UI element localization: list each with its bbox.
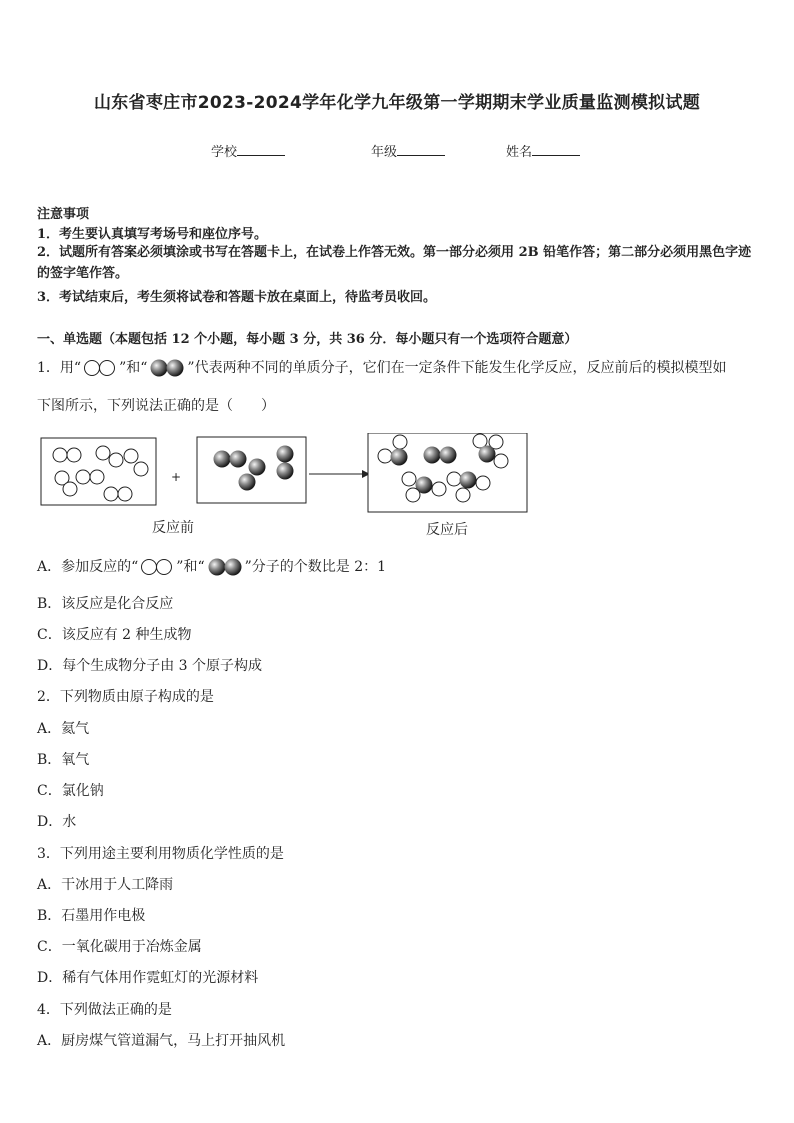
- q3-option-b[interactable]: B．石墨用作电极: [37, 908, 146, 924]
- caption-before: 反应前: [152, 520, 194, 536]
- white-molecule-icon: [140, 558, 174, 576]
- q3-option-a[interactable]: A．干冰用于人工降雨: [37, 877, 174, 893]
- name-blank[interactable]: [532, 142, 580, 156]
- q2-stem: 2．下列物质由原子构成的是: [37, 689, 214, 705]
- q1-option-d[interactable]: D．每个生成物分子由 3 个原子构成: [37, 658, 263, 674]
- q2-option-c[interactable]: C．氯化钠: [37, 783, 104, 799]
- q1-stem: 1．用“ ”和“ ”代表两种不同的单质分子，它们在一定条件下能发生化学反应，反应前后的模拟模型如: [37, 360, 727, 376]
- q2-option-d[interactable]: D．水: [37, 814, 77, 830]
- reaction-diagram: [36, 433, 536, 515]
- q3-option-c[interactable]: C．一氧化碳用于冶炼金属: [37, 939, 202, 955]
- section-heading: 一、单选题（本题包括 12 个小题，每小题 3 分，共 36 分．每小题只有一个选项符合题意）: [37, 332, 578, 347]
- page-title: 山东省枣庄市2023-2024学年化学九年级第一学期期末学业质量监测模拟试题: [93, 93, 701, 113]
- notice-heading: 注意事项: [37, 207, 90, 222]
- q2-option-b[interactable]: B．氧气: [37, 752, 90, 768]
- q1-option-c[interactable]: C．该反应有 2 种生成物: [37, 627, 192, 643]
- school-blank[interactable]: [237, 142, 285, 156]
- white-molecule-icon: [83, 359, 117, 377]
- caption-after: 反应后: [426, 522, 468, 538]
- plus-sign: +: [171, 470, 182, 484]
- notice-item-1: 1．考生要认真填写考场号和座位序号。: [37, 227, 268, 242]
- grade-field[interactable]: 年级: [371, 141, 445, 160]
- q4-stem: 4．下列做法正确的是: [37, 1002, 172, 1018]
- q2-option-a[interactable]: A．氦气: [37, 721, 90, 737]
- gray-molecule-icon: [149, 358, 185, 378]
- gray-molecule-icon: [207, 557, 243, 577]
- notice-item-3: 3．考试结束后，考生须将试卷和答题卡放在桌面上，待监考员收回。: [37, 290, 437, 305]
- q1-option-b[interactable]: B．该反应是化合反应: [37, 596, 174, 612]
- q1-option-a[interactable]: A．参加反应的“ ”和“ ”分子的个数比是 2：1: [37, 559, 387, 575]
- q3-stem: 3．下列用途主要利用物质化学性质的是: [37, 846, 284, 862]
- after-box: [368, 433, 527, 512]
- q4-option-a[interactable]: A．厨房煤气管道漏气，马上打开抽风机: [37, 1033, 286, 1049]
- q3-option-d[interactable]: D．稀有气体用作霓虹灯的光源材料: [37, 970, 259, 986]
- q1-stem-line2: 下图所示，下列说法正确的是（ ）: [37, 398, 275, 414]
- school-field[interactable]: 学校: [211, 141, 285, 160]
- name-field[interactable]: 姓名: [506, 141, 580, 160]
- grade-blank[interactable]: [397, 142, 445, 156]
- notice-item-2: 2．试题所有答案必须填涂或书写在答题卡上，在试卷上作答无效。第一部分必须用 2B 铅笔作答；第二部分必须用黑色字迹的签字笔作答。: [37, 245, 752, 281]
